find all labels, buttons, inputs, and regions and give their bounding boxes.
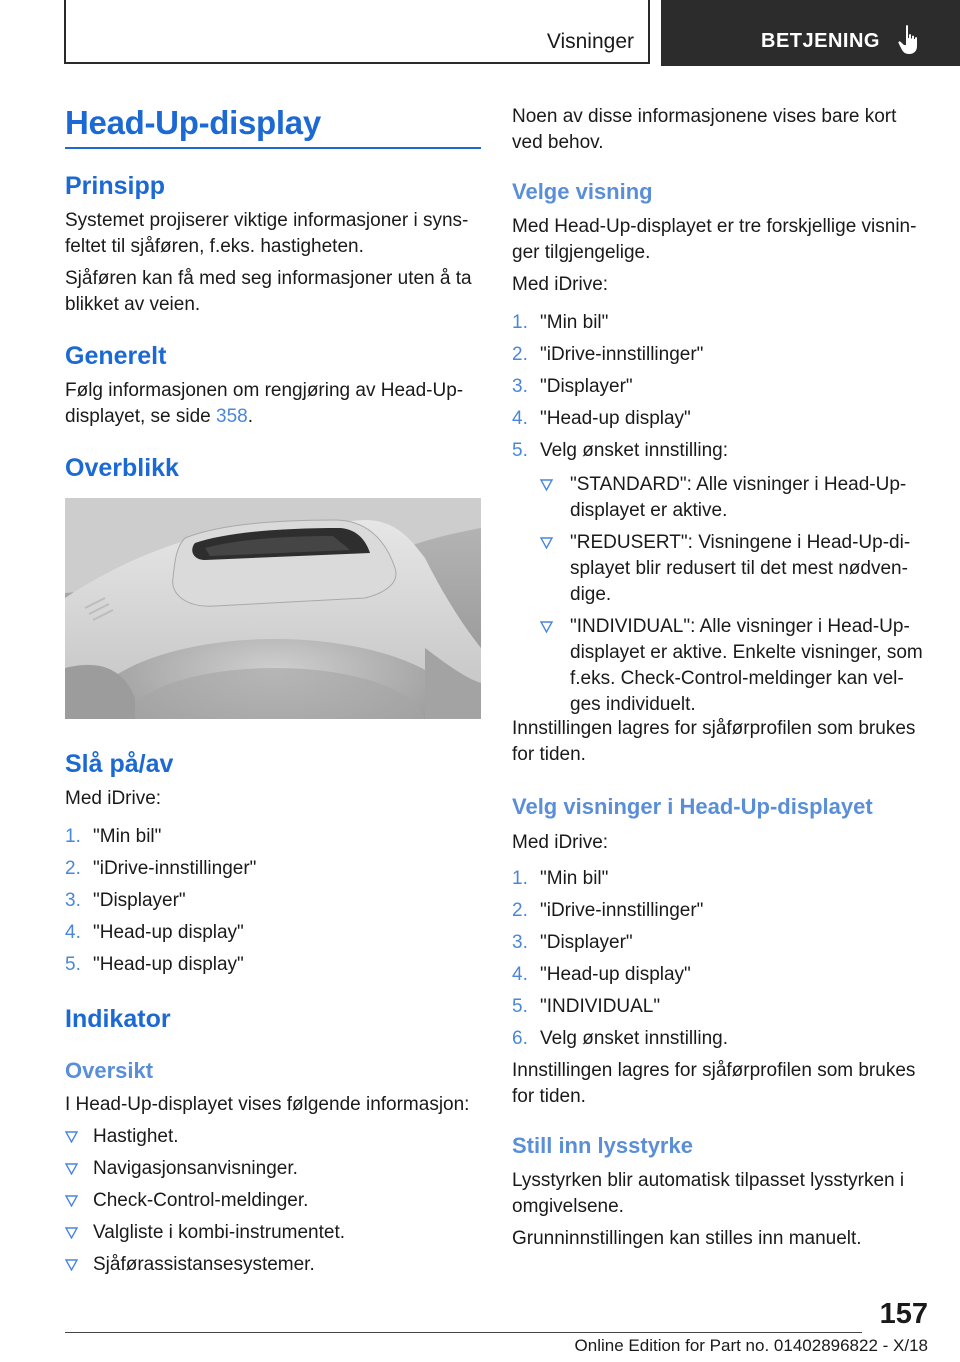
section-tab <box>64 0 650 64</box>
list-item: 5. "Head-up display" <box>65 954 244 975</box>
page-number: 157 <box>879 1298 928 1330</box>
list-item: 6. Velg ønsket innstilling. <box>512 1028 728 1049</box>
sla-intro: Med iDrive: <box>65 788 162 809</box>
list-item: "INDIVIDUAL": Alle visninger i Head-Up-displayet er aktive. Enkelte visninger, som f.eks. Check-Control-meldinger kan vel-ges individuelt. <box>540 614 927 718</box>
list-item: 5. "INDIVIDUAL" <box>512 996 661 1017</box>
still-paragraph-2: Grunninnstillingen kan stilles inn manuelt. <box>512 1228 862 1249</box>
triangle-bullet-icon <box>65 1195 78 1207</box>
heading-prinsipp: Prinsipp <box>65 172 166 200</box>
list-item: 3. "Displayer" <box>512 376 633 397</box>
page-title: Head-Up-display <box>65 104 321 141</box>
generelt-after: . <box>247 406 254 427</box>
velg-steps-list <box>512 866 927 1058</box>
list-item: 1. "Min bil" <box>512 868 609 889</box>
velge-steps-list <box>512 310 927 470</box>
page-header <box>0 0 960 66</box>
oversikt-intro: I Head-Up-displayet vises følgende informasjon: <box>65 1094 470 1115</box>
velge-paragraph-2: Med iDrive: <box>512 274 609 295</box>
heading-velg-visninger: Velg visninger i Head-Up-displayet <box>512 794 873 819</box>
heading-overblikk: Overblikk <box>65 454 179 482</box>
hand-pointer-icon <box>897 24 921 56</box>
still-paragraph-1: Lysstyrken blir automatisk tilpasset lysstyrken i omgivelsene. <box>512 1170 905 1217</box>
heading-sla-pa-av: Slå på/av <box>65 750 174 778</box>
indicator-bullet-list <box>65 1124 481 1284</box>
heading-indikator: Indikator <box>65 1005 171 1033</box>
list-item: Sjåførassistansesystemer. <box>65 1252 481 1278</box>
list-item: 3. "Displayer" <box>512 932 633 953</box>
list-item: 3. "Displayer" <box>65 890 186 911</box>
list-item: 4. "Head-up display" <box>512 964 691 985</box>
velg-after: Innstillingen lagres for sjåførprofilen som brukes for tiden. <box>512 1060 916 1107</box>
triangle-bullet-icon <box>65 1259 78 1271</box>
list-item: 4. "Head-up display" <box>65 922 244 943</box>
triangle-bullet-icon <box>65 1163 78 1175</box>
right-intro: Noen av disse informasjonene vises bare kort ved behov. <box>512 106 897 153</box>
velge-paragraph-1: Med Head-Up-displayet er tre forskjellige visnin-ger tilgjengelige. <box>512 216 917 263</box>
list-item: 2. "iDrive-innstillinger" <box>65 858 257 879</box>
chapter-title: BETJENING <box>761 30 880 52</box>
triangle-bullet-icon <box>65 1227 78 1239</box>
sla-steps-list <box>65 824 481 984</box>
list-item: 1. "Min bil" <box>65 826 162 847</box>
triangle-bullet-icon <box>65 1131 78 1143</box>
list-item: Navigasjonsanvisninger. <box>65 1156 481 1182</box>
section-title: Visninger <box>546 30 634 53</box>
list-item: "STANDARD": Alle visninger i Head-Up-displayet er aktive. <box>540 472 927 524</box>
list-item: 1. "Min bil" <box>512 312 609 333</box>
triangle-bullet-icon <box>540 621 553 633</box>
title-underline <box>65 147 481 149</box>
triangle-bullet-icon <box>540 479 553 491</box>
list-item: 2. "iDrive-innstillinger" <box>512 900 704 921</box>
head-up-display-photo <box>65 498 481 719</box>
triangle-bullet-icon <box>540 537 553 549</box>
display-mode-options <box>540 472 927 724</box>
heading-still-inn-lysstyrke: Still inn lysstyrke <box>512 1133 693 1158</box>
list-item: 5. Velg ønsket innstilling: <box>512 440 728 461</box>
prinsipp-paragraph-1: Systemet projiserer viktige informasjoner i syns-feltet til sjåføren, f.eks. hastigheten. <box>65 210 469 257</box>
edition-footer: Online Edition for Part no. 01402896822 - X/18 <box>574 1336 928 1355</box>
heading-generelt: Generelt <box>65 342 167 370</box>
heading-velge-visning: Velge visning <box>512 179 653 204</box>
list-item: 4. "Head-up display" <box>512 408 691 429</box>
dashboard-illustration <box>65 498 481 719</box>
list-item: Check-Control-meldinger. <box>65 1188 481 1214</box>
generelt-text: Følg informasjonen om rengjøring av Head-Up-displayet, se side <box>65 380 464 427</box>
chapter-tab <box>661 0 960 66</box>
list-item: 2. "iDrive-innstillinger" <box>512 344 704 365</box>
generelt-paragraph <box>65 378 481 430</box>
list-item: "REDUSERT": Visningene i Head-Up-di-splayet blir redusert til det mest nødven-dige. <box>540 530 927 608</box>
heading-oversikt: Oversikt <box>65 1058 154 1083</box>
velg-intro: Med iDrive: <box>512 832 609 853</box>
list-item: Valgliste i kombi-instrumentet. <box>65 1220 481 1246</box>
velge-after: Innstillingen lagres for sjåførprofilen som brukes for tiden. <box>512 718 916 765</box>
list-item: Hastighet. <box>65 1124 481 1150</box>
prinsipp-paragraph-2: Sjåføren kan få med seg informasjoner uten å ta blikket av veien. <box>65 268 472 315</box>
footer-rule <box>65 1332 862 1333</box>
page-link[interactable]: 358 <box>216 406 248 427</box>
